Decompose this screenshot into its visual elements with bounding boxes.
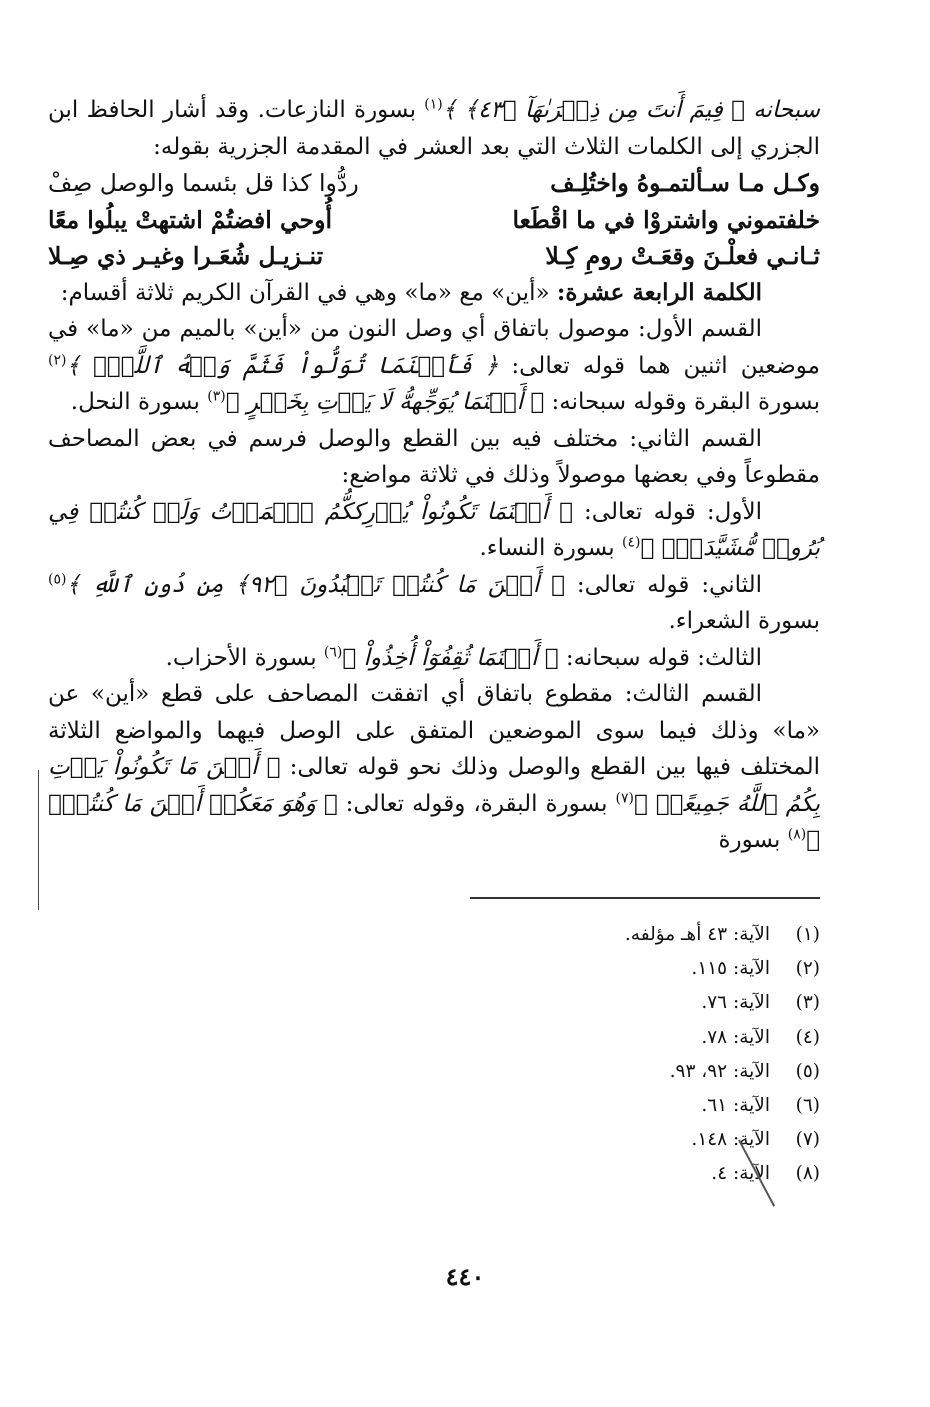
footnote-text: الآية: ٧٦. [701,992,770,1014]
paragraph-intro [48,92,820,165]
footnote-ref[interactable]: (١) [424,96,443,113]
footnote-ref[interactable]: (٣) [207,388,226,405]
section-two-first [48,494,820,567]
poem-hemistich-right: وكـل مـا سـألتمـوهُ واختُلِـف [550,169,820,197]
section-two-text: بسورة الأحزاب. [165,644,317,671]
poem-hemistich-right: ثـانـي فعلْـنَ وقعَـتْ رومِ كِـلا [545,242,820,270]
main-text [48,92,820,859]
section-heading [48,275,820,312]
poem-hemistich-left: تنـزيـل شُعَـرا وغيـر ذي صِـلا [48,242,324,270]
footnote-number: (١) [795,924,820,945]
footnote-ref[interactable]: (٥) [48,570,67,587]
footnote-number: (٤) [795,1026,820,1048]
footnote [400,1021,820,1055]
poem-hemistich-left: أُوحي افضتُمْ اشتهتْ يبلُوا معًا [48,205,332,234]
footnote-text: الآية: ٦١. [701,1095,770,1117]
page-number: ٤٤٠ [445,1262,485,1291]
footnote-number: (٣) [795,992,820,1014]
section-two-text: الأول: قوله تعالى: [584,498,762,525]
verse-ahzab: ﴿ أَيۡنَمَا ثُقِفُوٓاْ أُخِذُواْ ﴾ [342,644,559,671]
footnote-text: الآية: ٩٢، ٩٣. [669,1060,770,1082]
section-three-text: القسم الثالث: مقطوع باتفاق أي اتفقت المصاحف على قطع «أين» عن «ما» وذلك فيما سوى الموضعين المتفق على الوصل فيهما والمواضع الثلاثة المختلف فيها بين القطع والوصل وذلك نحو قوله تعالى: [48,681,820,780]
footnote-ref[interactable]: (٨) [787,826,807,843]
footnote-text: الآية: ١٤٨. [691,1129,770,1151]
footnote [400,952,820,986]
poem [48,165,820,275]
footnote-text: الآية: ٧٨. [701,1026,770,1048]
heading-text: «أين» مع «ما» وهي في القرآن الكريم ثلاثة أقسام: [60,279,550,306]
poem-hemistich-left: ردُّوا كذا قل بئسما والوصل صِفْ [48,169,359,197]
heading-title: الكلمة الرابعة عشرة: [556,278,762,306]
footnote-number: (٢) [795,958,820,980]
section-one-text: بسورة النحل. [70,389,200,415]
footnotes [400,918,820,1192]
verse-nisa: ﴿ أَيۡنَمَا تَكُونُواْ يُدۡرِككُّمُ ٱلۡمَوۡتُ وَلَوۡ كُنتُمۡ فِي بُرُوجٖ مُّشَيَّدَةٖۗ ﴾ [48,498,820,561]
poem-line [48,165,820,202]
footnote-text: الآية: ٤٣ أهـ مؤلفه. [624,924,770,945]
footnote-ref[interactable]: (٦) [323,643,343,660]
section-two-text: الثالث: قوله سبحانه: [565,644,762,671]
footnote-text: الآية: ١١٥. [691,958,770,980]
section-two-text: بسورة النساء. [479,535,615,561]
footnote-number: (٦) [795,1095,820,1117]
footnote [400,1089,820,1123]
section-two-third [48,640,820,677]
footnote-text: الآية: ٤. [711,1163,770,1185]
section-two-text: الثاني: قوله تعالى: [576,571,762,598]
section-three-text: بسورة [718,827,781,853]
footnote-number: (٨) [795,1163,820,1185]
footnote-separator [470,897,820,899]
section-two [48,421,820,494]
verse-baqara: ﴿ فَأَيۡنَمَا تُوَلُّواْ فَثَمَّ وَجۡهُ ٱللَّهِۚ ﴾ [66,352,499,379]
footnote-ref[interactable]: (٧) [615,789,634,806]
footnote [400,986,820,1020]
footnote [400,1055,820,1089]
section-two-second [48,567,820,640]
section-one-text: القسم الأول: موصول باتفاق أي وصل النون من «أين» بالميم من «ما» في موضعين اثنين هما قوله تعالى: [48,316,820,379]
section-two-text: بسورة الشعراء. [668,608,820,634]
poem-line [48,238,820,275]
verse-hadid: ﴿ وَهُوَ مَعَكُمۡ أَيۡنَ مَا كُنتُمۡۚ ﴾ [48,790,820,853]
footnote-number: (٥) [795,1060,820,1082]
verse-nahl: ﴿ أَيۡنَمَا يُوَجِّههُّ لَا يَأۡتِ بِخَيۡرٍ ﴾ [225,389,545,415]
section-one-text: بسورة البقرة وقوله سبحانه: [551,389,820,415]
margin-line [38,770,39,910]
intro-text: بسورة النازعات. وقد أشار الحافظ ابن الجزري إلى الكلمات الثلاث التي بعد العشر في المقدمة الجزرية بقوله: [48,97,820,160]
footnote-ref[interactable]: (٢) [48,351,67,368]
footnote [400,918,820,952]
verse-baqara-148: ﴿ أَيۡنَ مَا تَكُونُواْ يَأۡتِ بِكُمُ ٱللَّهُ جَمِيعًاۚ ﴾ [48,754,821,817]
section-three [48,676,820,859]
verse-naziat: سبحانه ﴿ فِيمَ أَنتَ مِن ذِكۡرَىٰهَآ ﴿٤٣﴾ ﴾ [442,97,820,123]
section-two-text: القسم الثاني: مختلف فيه بين القطع والوصل فرسم في بعض المصاحف مقطوعاً وفي بعضها موصولاً وذلك في ثلاثة مواضع: [48,425,820,488]
section-three-text: بسورة البقرة، وقوله تعالى: [345,790,608,817]
poem-line [48,202,820,239]
poem-hemistich-right: خلفتموني واشتروْا في ما اقْطَعا [512,205,820,234]
verse-shuara: ﴿ أَيۡنَ مَا كُنتُمۡ تَعۡبُدُونَ ﴿٩٢﴾ مِن دُونِ ٱللَّهِ ﴾ [66,571,565,598]
footnote-number: (٧) [795,1129,820,1151]
section-one [48,311,820,421]
footnote-ref[interactable]: (٤) [622,534,641,551]
footnote [400,1123,820,1157]
